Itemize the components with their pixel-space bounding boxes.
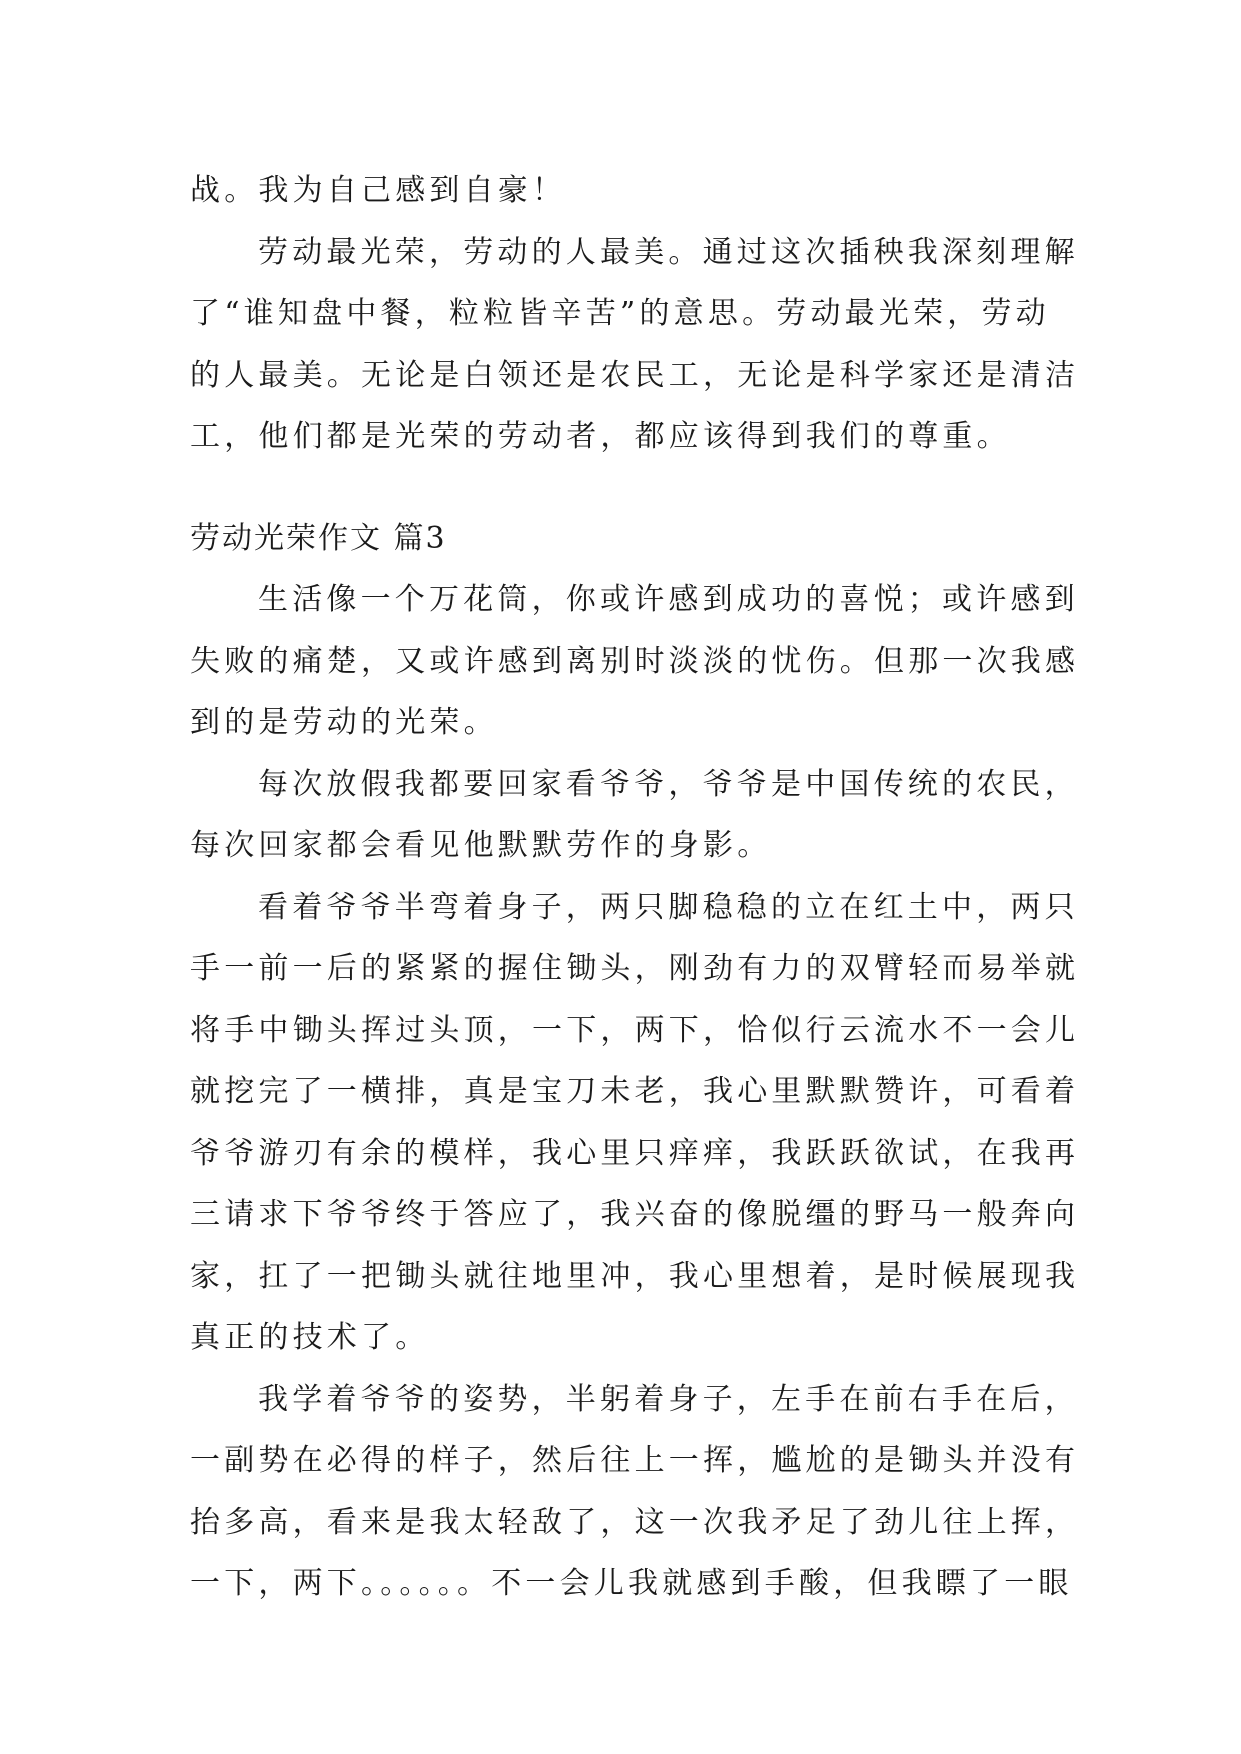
paragraph-line: 真正的技术了。	[190, 1320, 430, 1355]
paragraph-line: 生活像一个万花筒，你或许感到成功的喜悦；或许感到	[258, 582, 1079, 617]
paragraph-line: 爷爷游刃有余的模样，我心里只痒痒，我跃跃欲试，在我再	[190, 1135, 1080, 1171]
document-page	[190, 160, 1080, 1615]
paragraph-line: 看着爷爷半弯着身子，两只脚稳稳的立在红土中，两只	[258, 889, 1079, 925]
section-top	[190, 160, 1080, 468]
paragraph-line: 将手中锄头挥过头顶，一下，两下，恰似行云流水不一会儿	[190, 1012, 1080, 1048]
paragraph-line: 一下，两下。。。。。。不一会儿我就感到手酸，但我瞟了一眼	[190, 1566, 1073, 1601]
paragraph-line: 劳动最光荣，劳动的人最美。通过这次插秧我深刻理解	[258, 234, 1079, 270]
paragraph-line: 就挖完了一横排，真是宝刀未老，我心里默默赞许，可看着	[190, 1074, 1080, 1109]
paragraph-line: 一副势在必得的样子，然后往上一挥，尴尬的是锄头并没有	[190, 1443, 1080, 1478]
paragraph-line: 手一前一后的紧紧的握住锄头，刚劲有力的双臂轻而易举就	[190, 951, 1080, 986]
paragraph-line: 每次放假我都要回家看爷爷，爷爷是中国传统的农民，	[258, 766, 1079, 802]
paragraph-line: 工，他们都是光荣的劳动者，都应该得到我们的尊重。	[190, 419, 1011, 454]
paragraph-line: 我学着爷爷的姿势，半躬着身子，左手在前右手在后，	[258, 1381, 1079, 1417]
paragraph-line: 了“谁知盘中餐，粒粒皆辛苦”的意思。劳动最光荣，劳动	[190, 296, 1050, 331]
paragraph-line: 战。我为自己感到自豪！	[190, 173, 567, 208]
paragraph-line: 到的是劳动的光荣。	[190, 705, 498, 740]
paragraph-line: 每次回家都会看见他默默劳作的身影。	[190, 828, 772, 863]
section-body	[190, 569, 1080, 1615]
paragraph-line: 三请求下爷爷终于答应了，我兴奋的像脱缰的野马一般奔向	[190, 1197, 1080, 1232]
section-gap	[190, 468, 1050, 508]
paragraph-line: 失败的痛楚，又或许感到离别时淡淡的忧伤。但那一次我感	[190, 643, 1080, 679]
paragraph-line: 的人最美。无论是白领还是农民工，无论是科学家还是清洁	[190, 357, 1080, 393]
paragraph-line: 抬多高，看来是我太轻敌了，这一次我矛足了劲儿往上挥，	[190, 1504, 1080, 1540]
paragraph-line: 家，扛了一把锄头就往地里冲，我心里想着，是时候展现我	[190, 1258, 1080, 1294]
section-heading: 劳动光荣作文 篇3	[190, 520, 447, 556]
